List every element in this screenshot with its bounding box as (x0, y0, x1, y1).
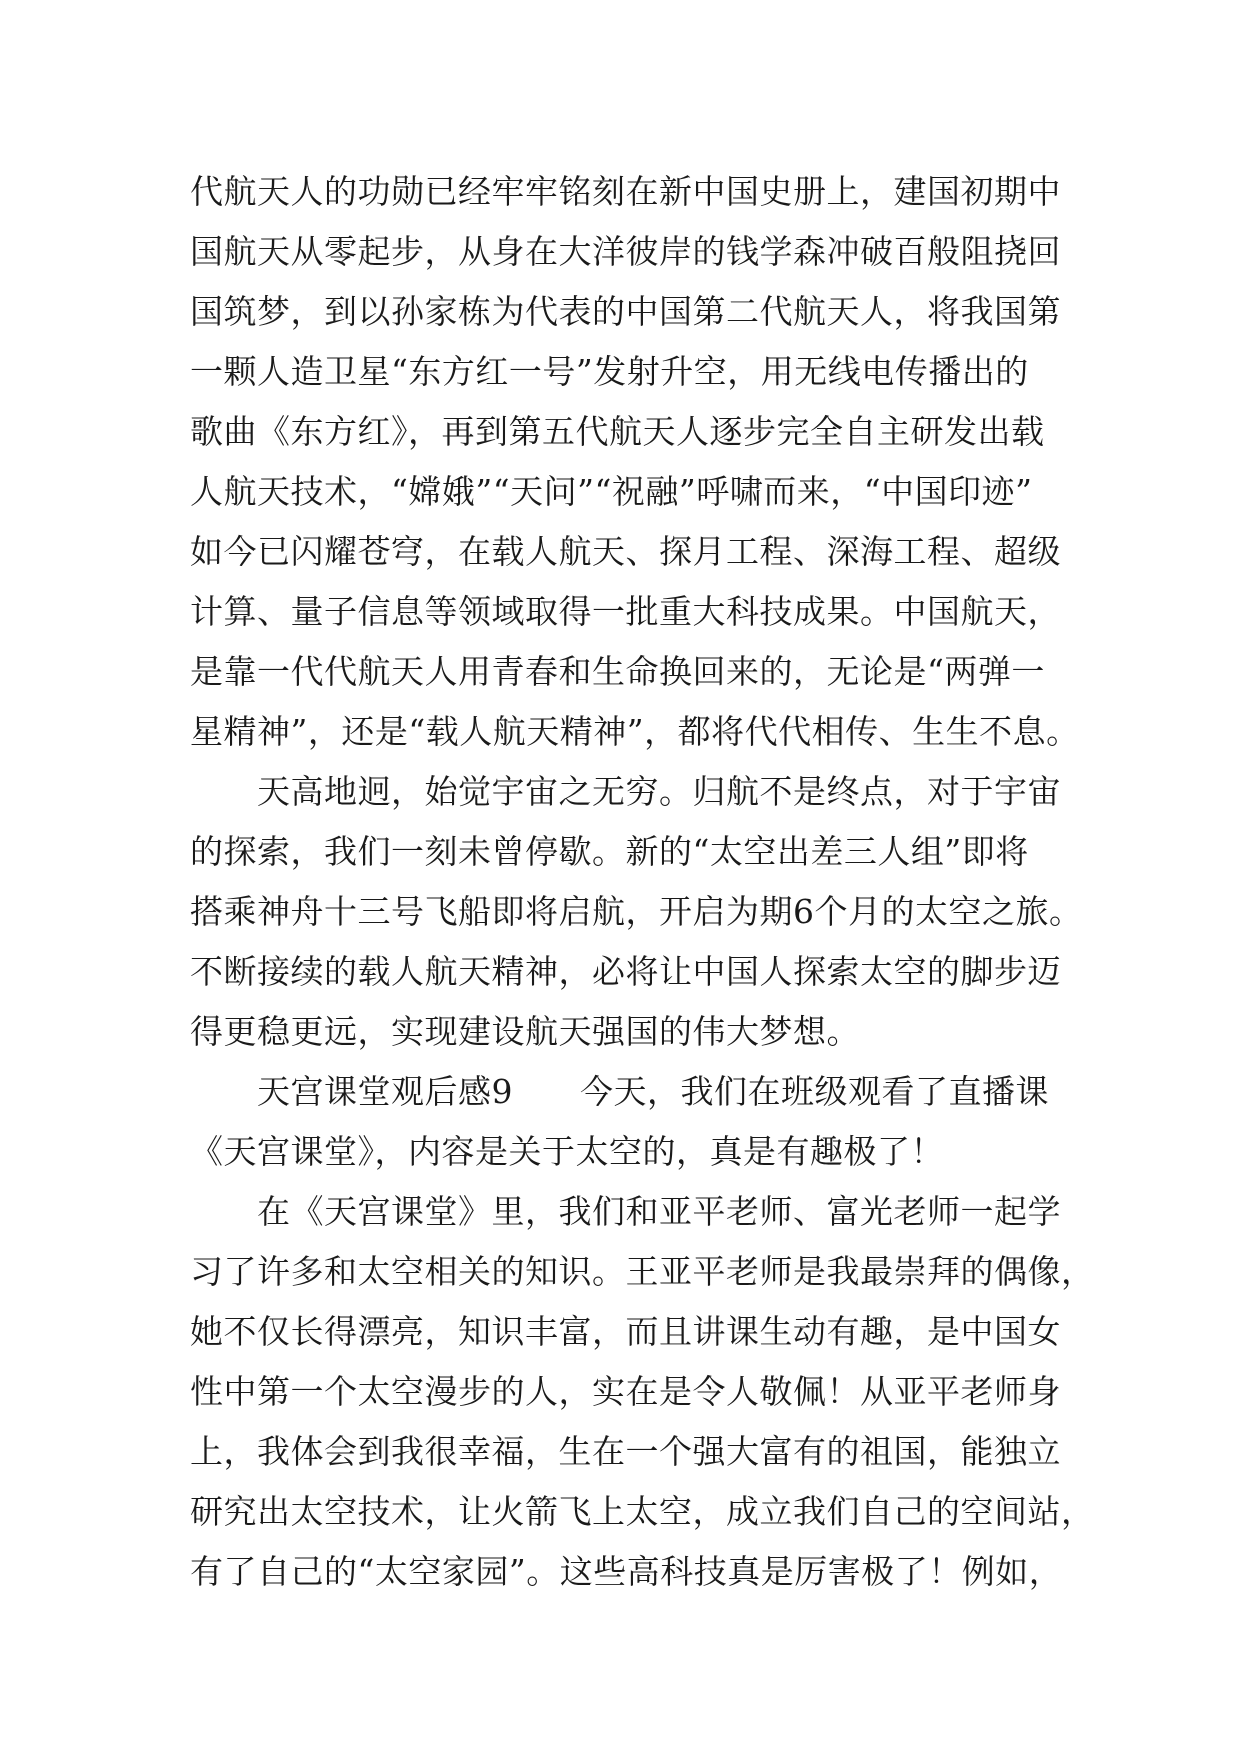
text-line: 天高地迥，始觉宇宙之无穷。归航不是终点，对于宇宙 (190, 772, 1061, 811)
text-line: 不断接续的载人航天精神，必将让中国人探索太空的脚步迈 (190, 952, 1061, 991)
text-line: 的探索，我们一刻未曾停歇。新的“太空出差三人组”即将 (190, 832, 1029, 871)
text-line: 代航天人的功勋已经牢牢铭刻在新中国史册上，建国初期中 (190, 172, 1061, 211)
text-line: 搭乘神舟十三号飞船即将启航，开启为期6个月的太空之旅。 (190, 892, 1083, 931)
text-line: 一颗人造卫星“东方红一号”发射升空，用无线电传播出的 (190, 352, 1029, 391)
text-line: 星精神”，还是“载人航天精神”，都将代代相传、生生不息。 (190, 712, 1080, 751)
text-line: 有了自己的“太空家园”。这些高科技真是厉害极了！例如， (190, 1552, 1063, 1591)
text-line: 性中第一个太空漫步的人，实在是令人敬佩！从亚平老师身 (190, 1372, 1061, 1411)
text-line: 天宫课堂观后感9 今天，我们在班级观看了直播课 (190, 1072, 1049, 1111)
text-line: 是靠一代代航天人用青春和生命换回来的，无论是“两弹一 (190, 652, 1045, 691)
text-line: 得更稳更远，实现建设航天强国的伟大梦想。 (190, 1012, 860, 1051)
text-line: 在《天宫课堂》里，我们和亚平老师、富光老师一起学 (190, 1192, 1061, 1231)
text-line: 研究出太空技术，让火箭飞上太空，成立我们自己的空间站， (190, 1492, 1095, 1531)
text-line: 计算、量子信息等领域取得一批重大科技成果。中国航天， (190, 592, 1061, 631)
text-line: 如今已闪耀苍穹，在载人航天、探月工程、深海工程、超级 (190, 532, 1061, 571)
text-line: 歌曲《东方红》，再到第五代航天人逐步完全自主研发出载 (190, 412, 1045, 451)
text-line: 人航天技术，“嫦娥”“天问”“祝融”呼啸而来，“中国印迹” (190, 472, 1033, 511)
body-text (190, 162, 1095, 1602)
text-line: 《天宫课堂》，内容是关于太空的，真是有趣极了！ (190, 1132, 944, 1171)
text-line: 上，我体会到我很幸福，生在一个强大富有的祖国，能独立 (190, 1432, 1061, 1471)
text-line: 国筑梦，到以孙家栋为代表的中国第二代航天人，将我国第 (190, 292, 1061, 331)
text-line: 她不仅长得漂亮，知识丰富，而且讲课生动有趣，是中国女 (190, 1312, 1061, 1351)
text-line: 国航天从零起步，从身在大洋彼岸的钱学森冲破百般阻挠回 (190, 232, 1061, 271)
text-line: 习了许多和太空相关的知识。王亚平老师是我最崇拜的偶像， (190, 1252, 1095, 1291)
